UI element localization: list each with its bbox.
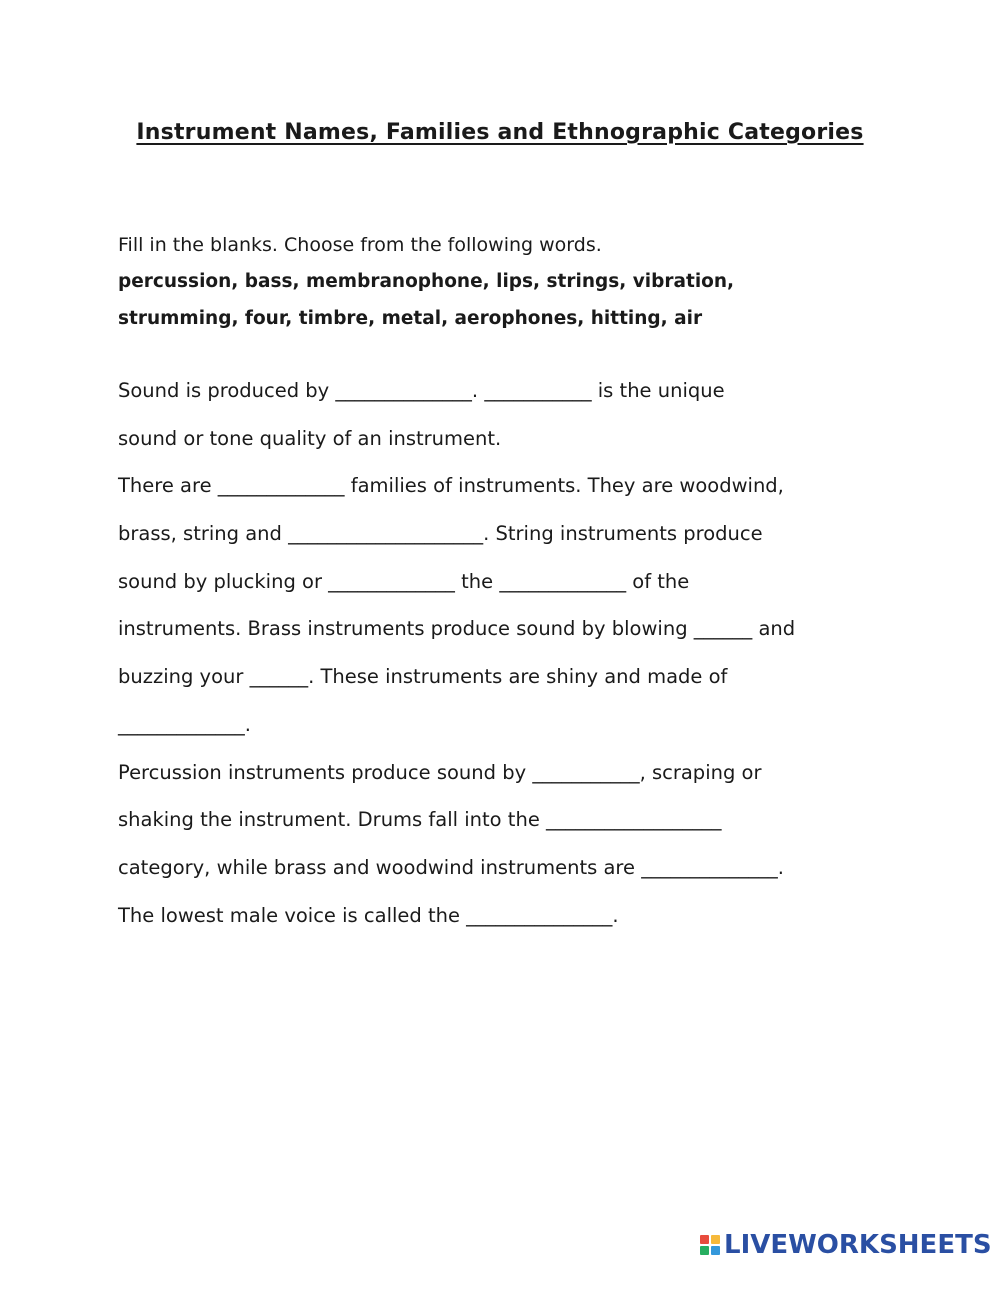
word-bank-line-1: percussion, bass, membranophone, lips, strings, vibration, bbox=[118, 271, 735, 292]
text-line-12: The lowest male voice is called the _______________. bbox=[118, 903, 619, 927]
page-title: Instrument Names, Families and Ethnographic Categories bbox=[136, 120, 864, 145]
text-line-9: Percussion instruments produce sound by ___________, scraping or bbox=[118, 760, 762, 784]
instruction-text: Fill in the blanks. Choose from the following words. bbox=[118, 234, 602, 256]
logo-block bbox=[700, 1235, 709, 1244]
logo-text: LIVEWORKSHEETS bbox=[724, 1230, 992, 1260]
text-line-8: _____________. bbox=[118, 712, 251, 736]
logo-block bbox=[711, 1235, 720, 1244]
text-line-4: brass, string and ____________________. String instruments produce bbox=[118, 522, 763, 546]
text-line-5: sound by plucking or _____________ the _____________ of the bbox=[118, 569, 690, 593]
text-line-6: instruments. Brass instruments produce sound by blowing ______ and bbox=[118, 617, 796, 641]
logo-block bbox=[700, 1246, 709, 1255]
text-line-3: There are _____________ families of instruments. They are woodwind, bbox=[118, 474, 784, 498]
word-bank-line-2: strumming, four, timbre, metal, aerophones, hitting, air bbox=[118, 308, 703, 329]
fill-in-text bbox=[118, 376, 918, 948]
text-line-10: shaking the instrument. Drums fall into the __________________ bbox=[118, 808, 722, 832]
liveworksheets-logo bbox=[700, 1225, 992, 1265]
logo-blocks-icon bbox=[700, 1235, 720, 1255]
logo-block bbox=[711, 1246, 720, 1255]
text-line-2: sound or tone quality of an instrument. bbox=[118, 426, 502, 450]
text-line-1: Sound is produced by ______________. ___________ is the unique bbox=[118, 379, 725, 402]
instructions-block bbox=[118, 231, 898, 342]
text-line-11: category, while brass and woodwind instruments are ______________. bbox=[118, 855, 784, 879]
text-line-7: buzzing your ______. These instruments are shiny and made of bbox=[118, 665, 728, 689]
